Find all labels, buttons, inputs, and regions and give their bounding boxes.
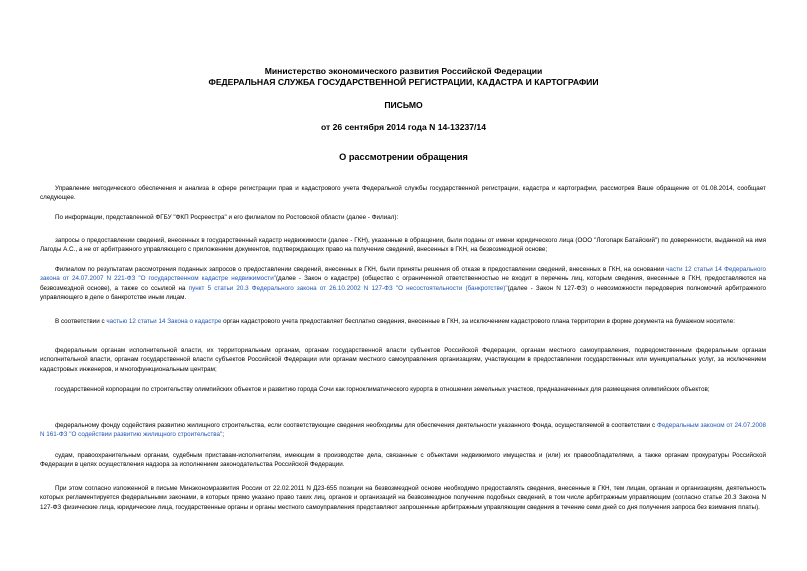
paragraph-olympic-corp: государственной корпорации по строительству олимпийских объектов и развитию города Сочи как горноклиматического курорта в отношении земельных участков, предназначенных для размещения олимпийских объектов; xyxy=(55,386,710,393)
paragraph-text: орган кадастрового учета предоставляет бесплатно сведения, внесенные в ГКН, за исключением кадастрового плана территории в форме документа на бумажном носителе: xyxy=(223,318,735,325)
paragraph-courts: судам, правоохранительным органам, судебным приставам-исполнителям, имеющим в производстве дела, связанные с объектами недвижимого имущества и (или) их правообладателями, а также органам прокуратуры Российской Федерации в целях осуществления надзора за исполнением законодательства Российской Федерации. xyxy=(40,452,766,469)
paragraph-intro: Управление методического обеспечения и анализа в сфере регистрации прав и кадастрового учета Федеральной службы государственной регистрации, кадастра и картографии, рассмотрев Ваше обращение от 01.08.2014, сообщает следующее. xyxy=(40,185,766,202)
document-date-number: от 26 сентября 2014 года N 14-13237/14 xyxy=(321,122,486,132)
paragraph-text: федеральному фонду содействия развитию жилищного строительства, если соответствующие сведения необходимы для обеспечения деятельности указанного Фонда, осуществляемой в соответствии с xyxy=(55,422,656,429)
paragraph-ministry-position: При этом согласно изложенной в письме Минэкономразвития России от 22.02.2011 N Д23-655 позиции на безвозмездной основе необходимо предоставлять сведения, внесенные в ГКН, тем лицам, органам и организациям, деятельность которых регламентируется федеральными законами, в которых прямо указано право таких лиц, органов и организаций на безвозмездное получение подобных сведений, в том числе арбитражным управляющим (согласно статье 20.3 Закона N 127-ФЗ физические лица, юридические лица, государственные органы и органы местного самоуправления представляют запрошенные арбитражным управляющим сведения в течение семи дней со дня получения запроса без взимания платы). xyxy=(40,485,766,511)
paragraph-text: В соответствии с xyxy=(55,318,105,325)
paragraph-housing-fund xyxy=(40,421,766,440)
paragraph-text: (далее - Закон о кадастре) (общество с ограниченной ответственностью не входит в перечень лиц, которым сведения, внесенные в ГКН, предоставляются на безвозмездной основе), а также со ссылкой на xyxy=(40,275,766,292)
letter-header xyxy=(0,66,807,88)
paragraph-info-source: По информации, представленной ФГБУ "ФКП Росреестра" и его филиалом по Ростовской области (далее - Филиал): xyxy=(55,214,399,221)
law-221-link[interactable]: части 12 статьи 14 Федерального закона от 24.07.2007 N 221-ФЗ "О государственном кадастре недвижимости" xyxy=(40,266,766,283)
paragraph-refusal xyxy=(40,265,766,302)
document-type: ПИСЬМО xyxy=(384,100,423,110)
paragraph-requests: запросы о предоставлении сведений, внесенных в государственный кадастр недвижимости (далее - ГКН), указанные в обращении, были поданы от имени юридического лица (ООО "Логопарк Батайский") по доверенности, выданной на имя Лагоды А.С., а не от арбитражного управляющего с приложением документов, подтверждающих право на получение сведений, внесенных в ГКН, на безвозмездной основе; xyxy=(40,237,766,254)
service-name: ФЕДЕРАЛЬНАЯ СЛУЖБА ГОСУДАРСТВЕННОЙ РЕГИСТРАЦИИ, КАДАСТРА И КАРТОГРАФИИ xyxy=(208,77,599,87)
paragraph-text: Филиалом по результатам рассмотрения поданных запросов о предоставлении сведений, внесенных в ГКН, были приняты решения об отказе в предоставлении сведений, внесенных в ГКН, на основании xyxy=(55,266,665,273)
document-topic: О рассмотрении обращения xyxy=(339,152,468,162)
paragraph-text: ; xyxy=(222,431,225,439)
cadastre-law-link[interactable]: частью 12 статьи 14 Закона о кадастре xyxy=(106,318,222,325)
ministry-name: Министерство экономического развития Российской Федерации xyxy=(264,66,543,76)
law-127-link[interactable]: пункт 5 статьи 20.3 Федерального закона от 26.10.2002 N 127-ФЗ "О несостоятельности (банкротстве)" xyxy=(188,284,508,292)
law-161-link[interactable]: Федеральным законом от 24.07.2008 N 161-ФЗ "О содействии развитию жилищного строительства" xyxy=(40,422,767,439)
paragraph-text: (далее - Закон N 127-ФЗ) о невозможности передоверия полномочий арбитражного управляющего в деле о банкротстве иным лицам. xyxy=(40,284,767,301)
paragraph-federal-bodies: федеральным органам исполнительной власти, их территориальным органам, органам государственной власти субъектов Российской Федерации, органам местного самоуправления, подведомственным федеральным органам исполнительной власти, органам государственной власти субъектов Российской Федерации или органам местного самоуправления организациям, участвующим в предоставлении государственных или муниципальных услуг, за исключением кадастровых инженеров, и многофункциональным центрам; xyxy=(40,347,766,373)
paragraph-free-info xyxy=(40,317,766,326)
